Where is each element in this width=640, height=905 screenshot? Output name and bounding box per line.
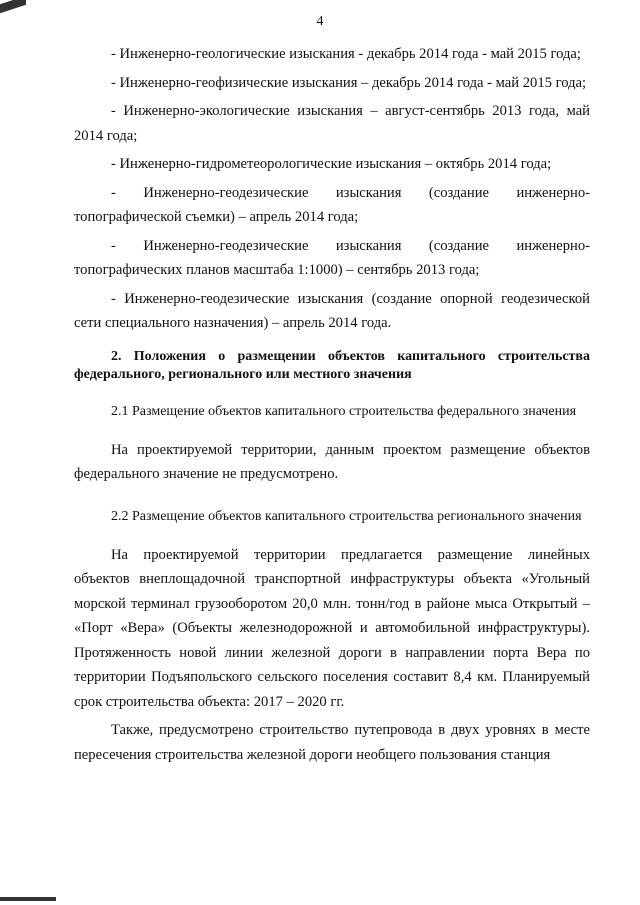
subsection-1-title: 2.1 Размещение объектов капитального строительства федерального значения: [111, 403, 577, 419]
scan-artifact-top-left: [0, 0, 26, 13]
document-body: [74, 42, 590, 771]
subsection-1-text: На проектируемой территории, данным проектом размещение объектов федерального значение не предусмотрено.: [74, 441, 590, 482]
paragraph-geodesy-network: - Инженерно-геодезические изыскания (создание опорной геодезической сети специального назначения) – апрель 2014 года.: [74, 290, 590, 331]
subsection-2-title: 2.2 Размещение объектов капитального строительства регионального значения: [111, 508, 582, 524]
section-heading: 2. Положения о размещении объектов капитального строительства федерального, регионального или местного значения: [74, 348, 590, 382]
paragraph-geodesy-survey: - Инженерно-геодезические изыскания (создание инженерно-топографической съемки) – апрель 2014 года;: [74, 184, 590, 225]
subsection-2-text-2: Также, предусмотрено строительство путепровода в двух уровнях в месте пересечения строительства железной дороги необщего пользования станция: [74, 722, 590, 763]
paragraph-geophysics: - Инженерно-геофизические изыскания – декабрь 2014 года - май 2015 года;: [111, 74, 587, 91]
paragraph-geology: - Инженерно-геологические изыскания - декабрь 2014 года - май 2015 года;: [111, 46, 581, 62]
page-number: 4: [316, 14, 324, 29]
scan-artifact-bottom-left: [0, 897, 56, 901]
subsection-2-text-1: На проектируемой территории предлагается размещение линейных объектов внеплощадочной транспортной инфраструктуры объекта «Угольный морской терминал грузооборотом 20,0 млн. тонн/год в районе мыса Открытый – «Порт «Вера» (Объекты железнодорожной и автомобильной инфраструктуры). Протяженность новой линии железной дороги в направлении порта Вера по территории Подъяпольского сельского поселения составит 8,4 км. Планируемый срок строительства объекта: 2017 – 2020 гг.: [74, 546, 590, 710]
paragraph-ecology: - Инженерно-экологические изыскания – август-сентябрь 2013 года, май 2014 года;: [74, 103, 590, 144]
paragraph-geodesy-plans: - Инженерно-геодезические изыскания (создание инженерно-топографических планов масштаба 1:1000) – сентябрь 2013 года;: [74, 237, 590, 278]
paragraph-hydromet: - Инженерно-гидрометеорологические изыскания – октябрь 2014 года;: [111, 156, 552, 172]
